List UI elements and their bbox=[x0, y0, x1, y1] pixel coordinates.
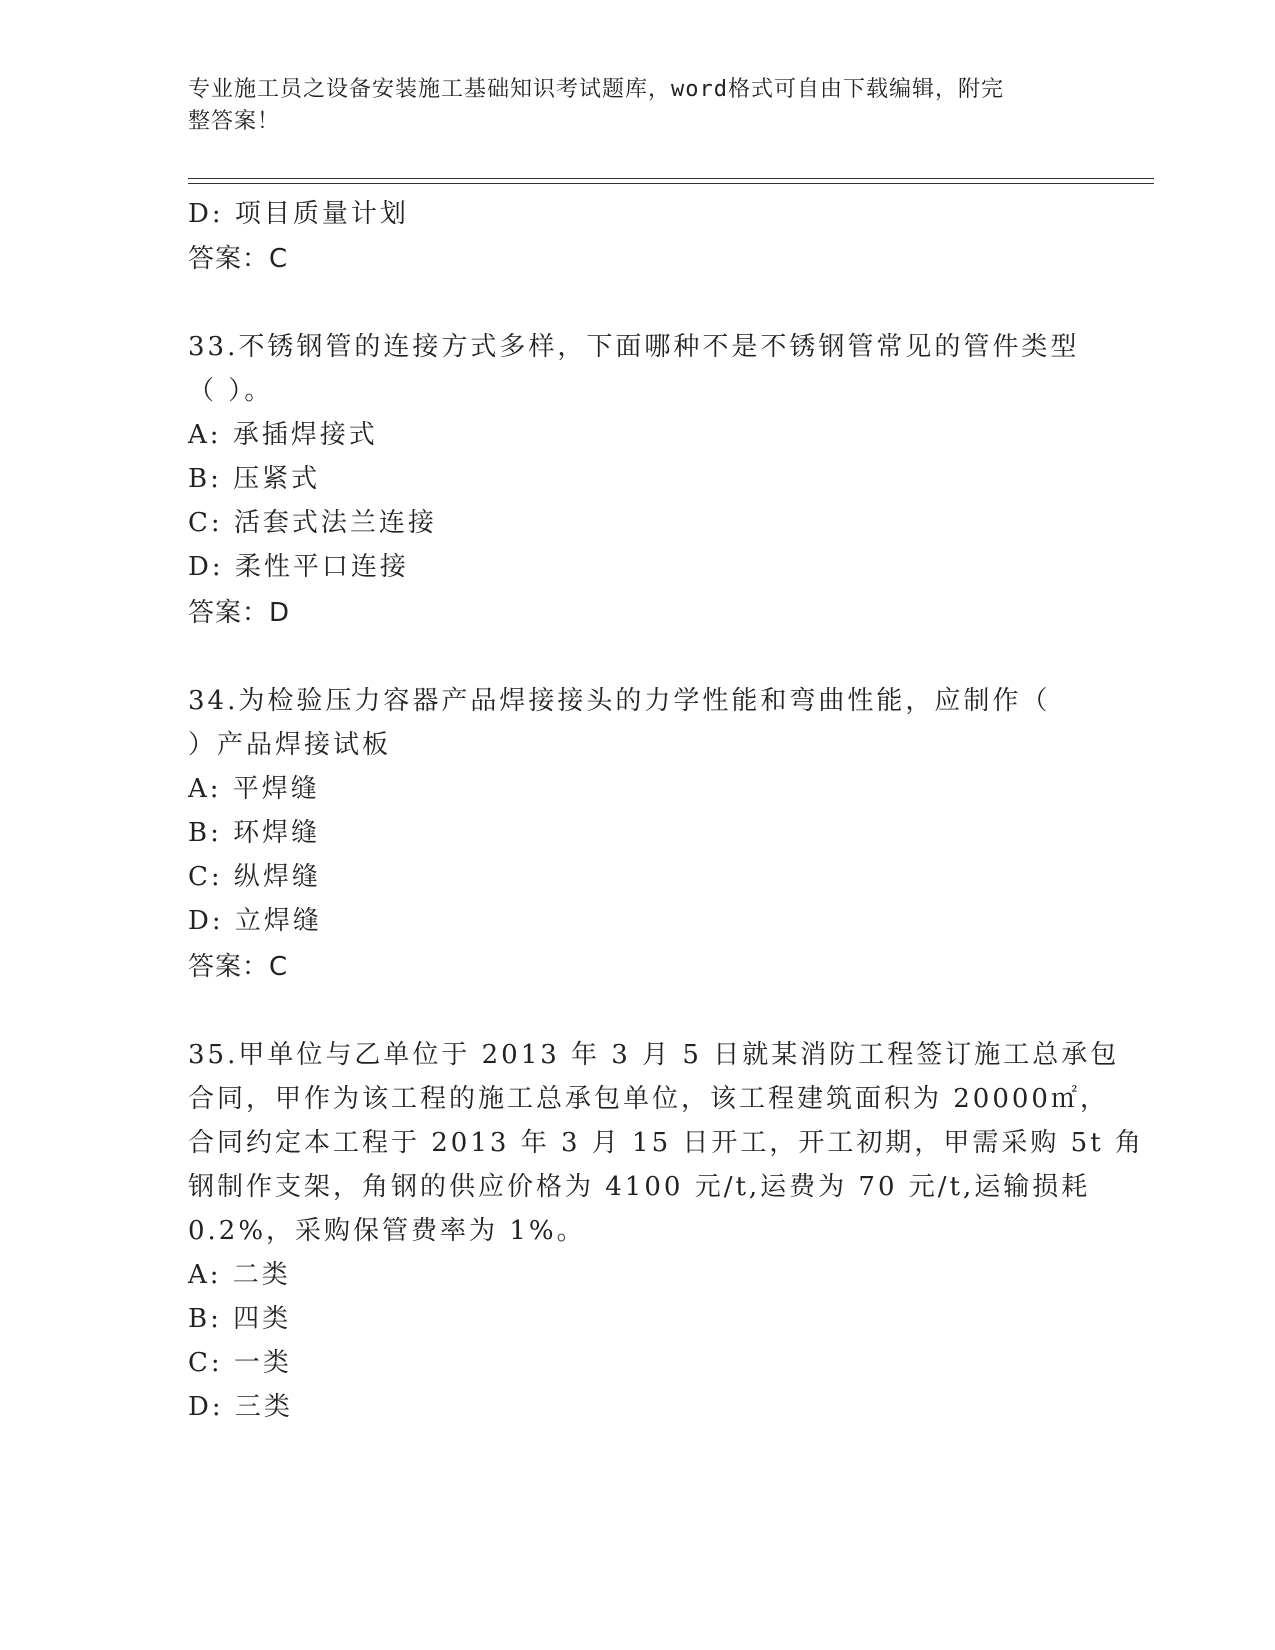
q35-option-b: B: 四类 bbox=[188, 1304, 292, 1334]
q32-answer: 答案：C bbox=[188, 244, 289, 274]
q35-option-c: C: 一类 bbox=[188, 1348, 292, 1378]
q34-option-a: A: 平焊缝 bbox=[188, 774, 320, 804]
q33-option-d: D: 柔性平口连接 bbox=[188, 552, 409, 582]
q34-stem-line-2: ）产品焊接试板 bbox=[188, 730, 392, 760]
q33-answer: 答案：D bbox=[188, 598, 291, 628]
q33-option-a: A: 承插焊接式 bbox=[188, 420, 378, 450]
header-divider-top bbox=[188, 178, 1154, 179]
document-header bbox=[188, 74, 1068, 138]
q33-stem-line-2: （ ）。 bbox=[188, 376, 274, 406]
q34-option-c: C: 纵焊缝 bbox=[188, 862, 321, 892]
q34-stem-line-1: 34.为检验压力容器产品焊接接头的力学性能和弯曲性能，应制作（ bbox=[188, 686, 1051, 716]
q32-option-d: D: 项目质量计划 bbox=[188, 199, 409, 229]
q35-stem-line-1: 35.甲单位与乙单位于 2013 年 3 月 5 日就某消防工程签订施工总承包 bbox=[188, 1040, 1120, 1070]
q34-answer: 答案：C bbox=[188, 952, 289, 982]
header-line-2: 整答案！ bbox=[188, 109, 281, 134]
q35-stem-line-5: 0.2%，采购保管费率为 1%。 bbox=[188, 1216, 586, 1246]
q35-stem-line-2: 合同，甲作为该工程的施工总承包单位，该工程建筑面积为 20000㎡， bbox=[188, 1084, 1109, 1114]
q35-stem-line-4: 钢制作支架，角钢的供应价格为 4100 元/t,运费为 70 元/t,运输损耗 bbox=[188, 1172, 1091, 1202]
q34-option-d: D: 立焊缝 bbox=[188, 906, 322, 936]
q35-stem-line-3: 合同约定本工程于 2013 年 3 月 15 日开工，开工初期，甲需采购 5t 角 bbox=[188, 1128, 1144, 1158]
q33-option-b: B: 压紧式 bbox=[188, 464, 321, 494]
q33-option-c: C: 活套式法兰连接 bbox=[188, 508, 437, 538]
header-divider-bottom bbox=[188, 183, 1154, 184]
q35-option-a: A: 二类 bbox=[188, 1260, 291, 1290]
q35-option-d: D: 三类 bbox=[188, 1392, 293, 1422]
q33-stem-line-1: 33.不锈钢管的连接方式多样，下面哪种不是不锈钢管常见的管件类型 bbox=[188, 332, 1080, 362]
header-line-1: 专业施工员之设备安装施工基础知识考试题库，word格式可自由下载编辑，附完 bbox=[188, 77, 1004, 102]
q34-option-b: B: 环焊缝 bbox=[188, 818, 321, 848]
